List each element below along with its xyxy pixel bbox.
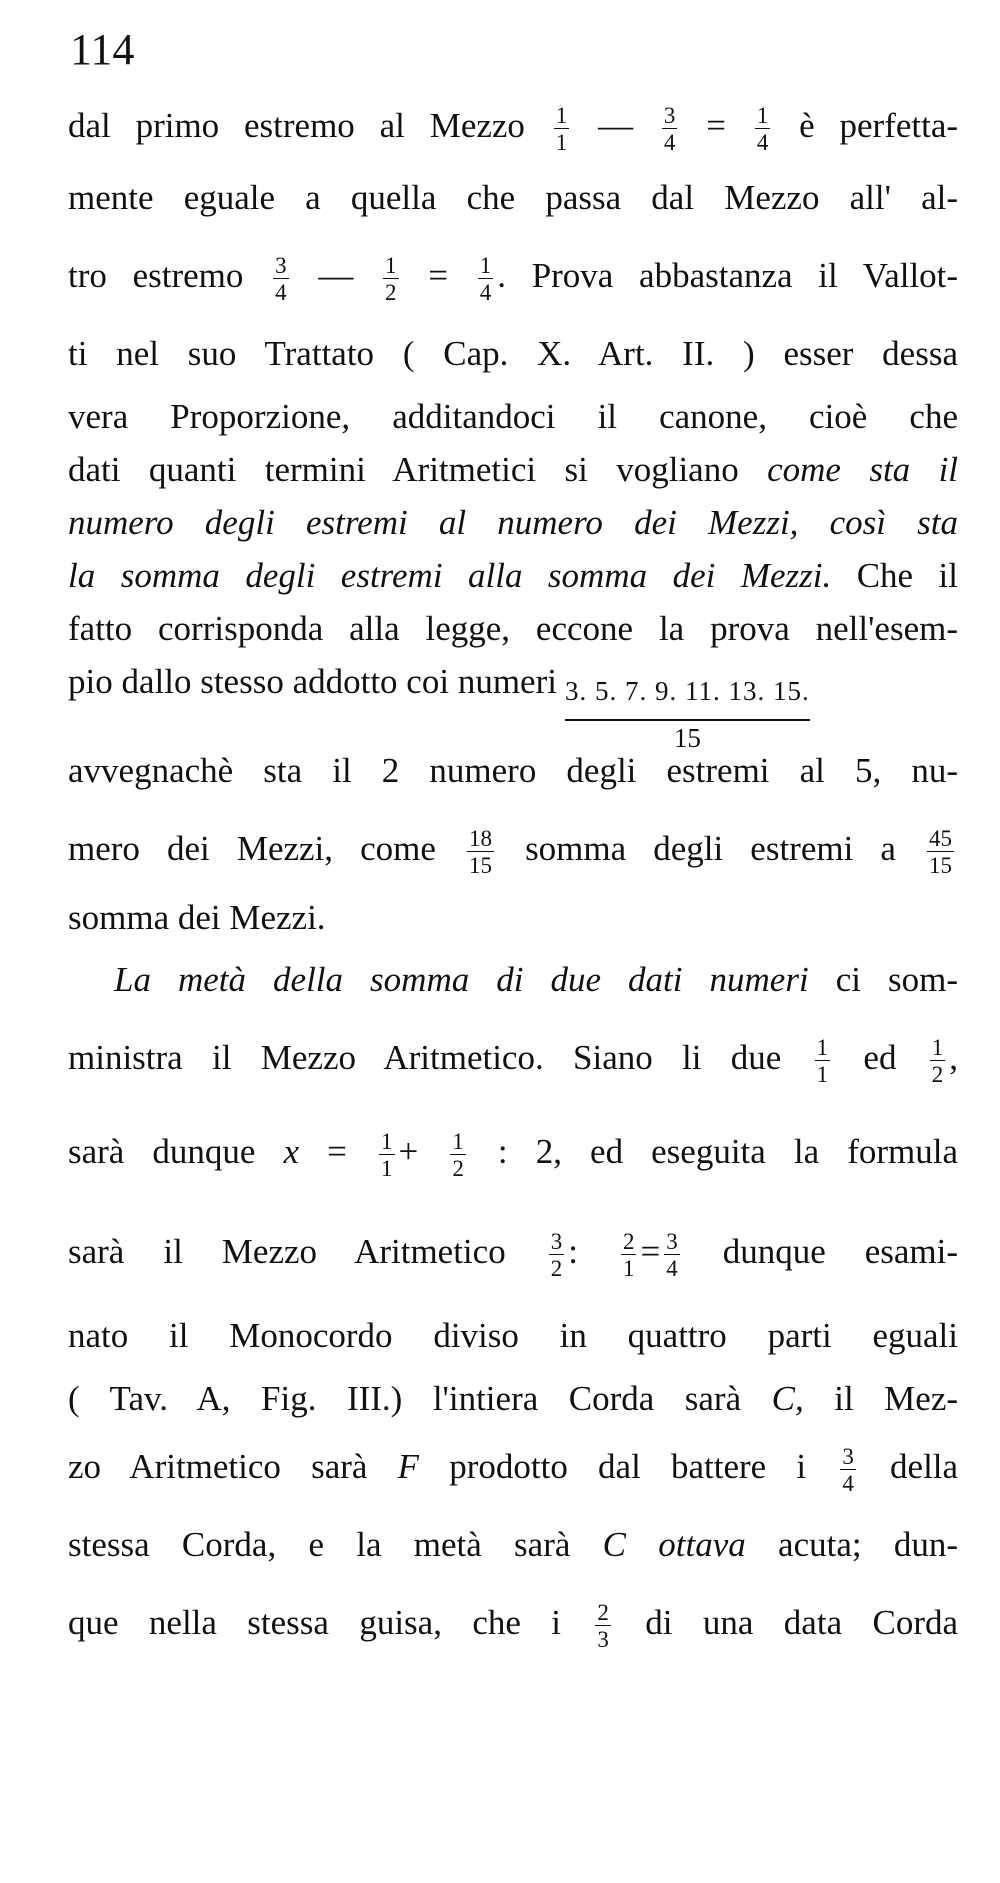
text-line-21: stessa Corda, e la metà sarà C ottava acuta; dun- xyxy=(68,1525,958,1564)
page-number: 114 xyxy=(70,25,135,74)
text-line-3: tro estremo $\frac{3}{4}$ — $\frac{1}{2}$ = $\frac{1}{4}$ . Prova abbastanza il Vallot- xyxy=(68,252,959,305)
fraction: $\frac{1}{1}$ xyxy=(816,1034,829,1087)
text-line-6: dati quanti termini Aritmetici si vogliano come sta il xyxy=(68,450,959,489)
text-line-8: la somma degli estremi alla somma dei Mezzi. Che il xyxy=(68,556,959,595)
text-line-20: zo Aritmetico sarà F prodotto dal battere i $\frac{3}{4}$ della xyxy=(68,1443,959,1496)
text-line-11: avvegnachè sta il 2 numero degli estremi al 5, nu- xyxy=(68,751,958,790)
fraction: $\frac{1}{4}$ xyxy=(756,102,769,155)
page-text-block xyxy=(68,90,958,1665)
text-line-22: que nella stessa guisa, che i $\frac{2}{3}$ di una data Corda xyxy=(68,1599,959,1652)
fraction: $\frac{3}{4}$ xyxy=(275,252,287,305)
fraction: $\frac{3}{2}$ xyxy=(550,1228,563,1281)
fraction: $\frac{1}{2}$ xyxy=(385,252,397,305)
fraction: $\frac{1}{1}$ xyxy=(555,102,568,155)
fraction: $\frac{45}{15}$ xyxy=(929,825,953,878)
text-line-12: mero dei Mezzi, come $\frac{18}{15}$ somma degli estremi a $\frac{45}{15}$ xyxy=(68,825,953,878)
fraction: $\frac{1}{2}$ xyxy=(452,1128,464,1181)
text-line-7: numero degli estremi al numero dei Mezzi, così sta xyxy=(68,503,958,542)
number-series-fraction: $\frac{3. 5. 7. 9. 11. 13. 15.}{15}$ xyxy=(565,655,810,755)
fraction: $\frac{18}{15}$ xyxy=(468,825,492,878)
fraction: $\frac{1}{1}$ xyxy=(381,1128,393,1181)
text-line-17: sarà il Mezzo Aritmetico $\frac{3}{2}$ : $\frac{2}{1}$ = $\frac{3}{4}$ dunque esami- xyxy=(68,1228,959,1281)
text-line-1: dal primo estremo al Mezzo $\frac{1}{1}$ — $\frac{3}{4}$ = $\frac{1}{4}$ è perfetta- xyxy=(68,102,959,155)
fraction: $\frac{3}{4}$ xyxy=(663,102,676,155)
text-line-9: fatto corrisponda alla legge, eccone la prova nell'esem- xyxy=(68,609,958,648)
text-line-18: nato il Monocordo diviso in quattro parti eguali xyxy=(68,1316,958,1355)
fraction: $\frac{3}{4}$ xyxy=(666,1228,678,1281)
text-line-15: ministra il Mezzo Aritmetico. Siano li due $\frac{1}{1}$ ed $\frac{1}{2}$ , xyxy=(68,1034,958,1087)
fraction: $\frac{1}{2}$ xyxy=(931,1034,944,1087)
fraction: $\frac{3}{4}$ xyxy=(842,1443,854,1496)
text-line-5: vera Proporzione, additandoci il canone, cioè che xyxy=(68,397,958,436)
fraction: $\frac{1}{4}$ xyxy=(479,252,492,305)
text-line-13: somma dei Mezzi. xyxy=(68,898,326,937)
text-line-2: mente eguale a quella che passa dal Mezzo all' al- xyxy=(68,178,958,217)
text-line-16: sarà dunque x = $\frac{1}{1}$ + $\frac{1}{2}$ : 2, ed eseguita la formula xyxy=(68,1128,959,1181)
text-line-10: pio dallo stesso addotto coi numeri $\frac{3. 5. 7. 9. 11. 13. 15.}{15}$ xyxy=(68,655,958,735)
fraction: $\frac{2}{3}$ xyxy=(597,1599,609,1652)
text-line-14: La metà della somma di due dati numeri ci som- xyxy=(114,960,959,999)
fraction: $\frac{2}{1}$ xyxy=(622,1228,635,1281)
text-line-19: ( Tav. A, Fig. III.) l'intiera Corda sarà C, il Mez- xyxy=(68,1379,959,1418)
text-line-4: ti nel suo Trattato ( Cap. X. Art. II. ) esser dessa xyxy=(68,334,958,373)
